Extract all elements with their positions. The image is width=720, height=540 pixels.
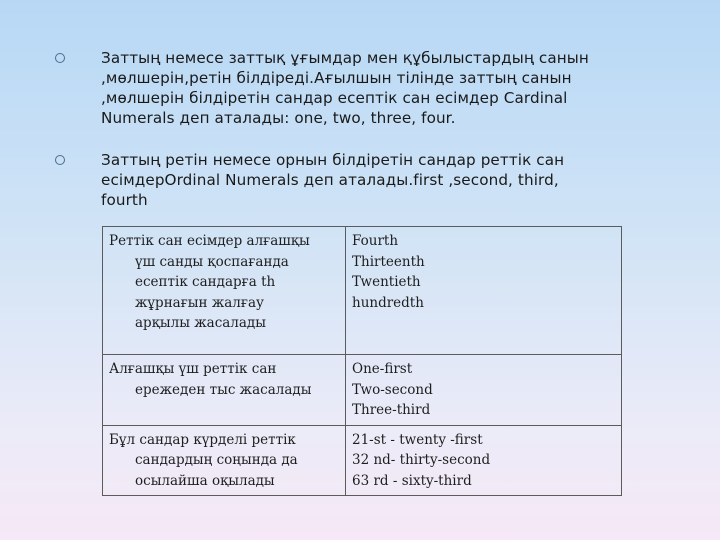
- cell-line: Реттік сан есімдер алғашқы: [109, 233, 310, 249]
- bullet-line: Заттың немесе заттық ұғымдар мен құбылыстардың санын: [101, 49, 589, 67]
- cell-line: арқылы жасалады: [135, 315, 266, 331]
- ordinal-rules-table: [102, 226, 622, 496]
- bullet-line: Numerals деп аталады: one, two, three, four.: [101, 109, 456, 127]
- cell-line: Fourth: [352, 233, 399, 249]
- cell-line: 63 rd - sixty-third: [352, 472, 472, 489]
- table-cell-examples: [346, 425, 622, 496]
- table-cell-examples: [346, 227, 622, 355]
- cell-line: осылайша оқылады: [135, 472, 275, 489]
- cell-line: Бұл сандар күрделі реттік: [109, 431, 296, 448]
- bullet-line: ,мөлшерін білдіретін сандар есептік сан есімдер Cardinal: [101, 89, 568, 107]
- table-row: [103, 355, 622, 426]
- bullet-line: есімдерOrdinal Numerals деп аталады.first ,second, third,: [101, 171, 559, 189]
- bullet-line: Заттың ретін немесе орнын білдіретін сандар реттік сан: [101, 151, 565, 169]
- cell-line: 32 nd- thirty-second: [352, 452, 491, 468]
- table-cell-rule: [103, 355, 346, 426]
- cell-line: One-first: [352, 361, 413, 377]
- cell-line: Two-second: [352, 381, 433, 398]
- cell-line: сандардың соңында да: [135, 452, 298, 468]
- cell-line: Three-third: [352, 402, 431, 418]
- cell-line: Twentieth: [352, 274, 421, 290]
- cell-line: жұрнағын жалғау: [135, 294, 264, 311]
- cell-line: 21-st - twenty -first: [352, 431, 483, 448]
- bullet-circle-icon: [55, 155, 65, 165]
- cell-line: ережеден тыс жасалады: [135, 381, 312, 398]
- cell-line: үш санды қоспағанда: [135, 253, 289, 270]
- table-cell-examples: [346, 355, 622, 426]
- cell-line: есептік сандарға th: [135, 274, 276, 290]
- table-row: [103, 425, 622, 496]
- table-cell-rule: [103, 227, 346, 355]
- bullet-text-ordinal: [101, 150, 681, 210]
- table-row: [103, 227, 622, 355]
- bullet-line: fourth: [101, 191, 148, 209]
- cell-line: Thirteenth: [352, 253, 425, 270]
- cell-line: Алғашқы үш реттік сан: [109, 361, 277, 377]
- table-cell-rule: [103, 425, 346, 496]
- bullet-circle-icon: [55, 53, 65, 63]
- bullet-line: ,мөлшерін,ретін білдіреді.Ағылшын тілінде заттың санын: [101, 69, 572, 87]
- cell-line: hundredth: [352, 294, 424, 311]
- bullet-text-cardinal: [101, 48, 681, 128]
